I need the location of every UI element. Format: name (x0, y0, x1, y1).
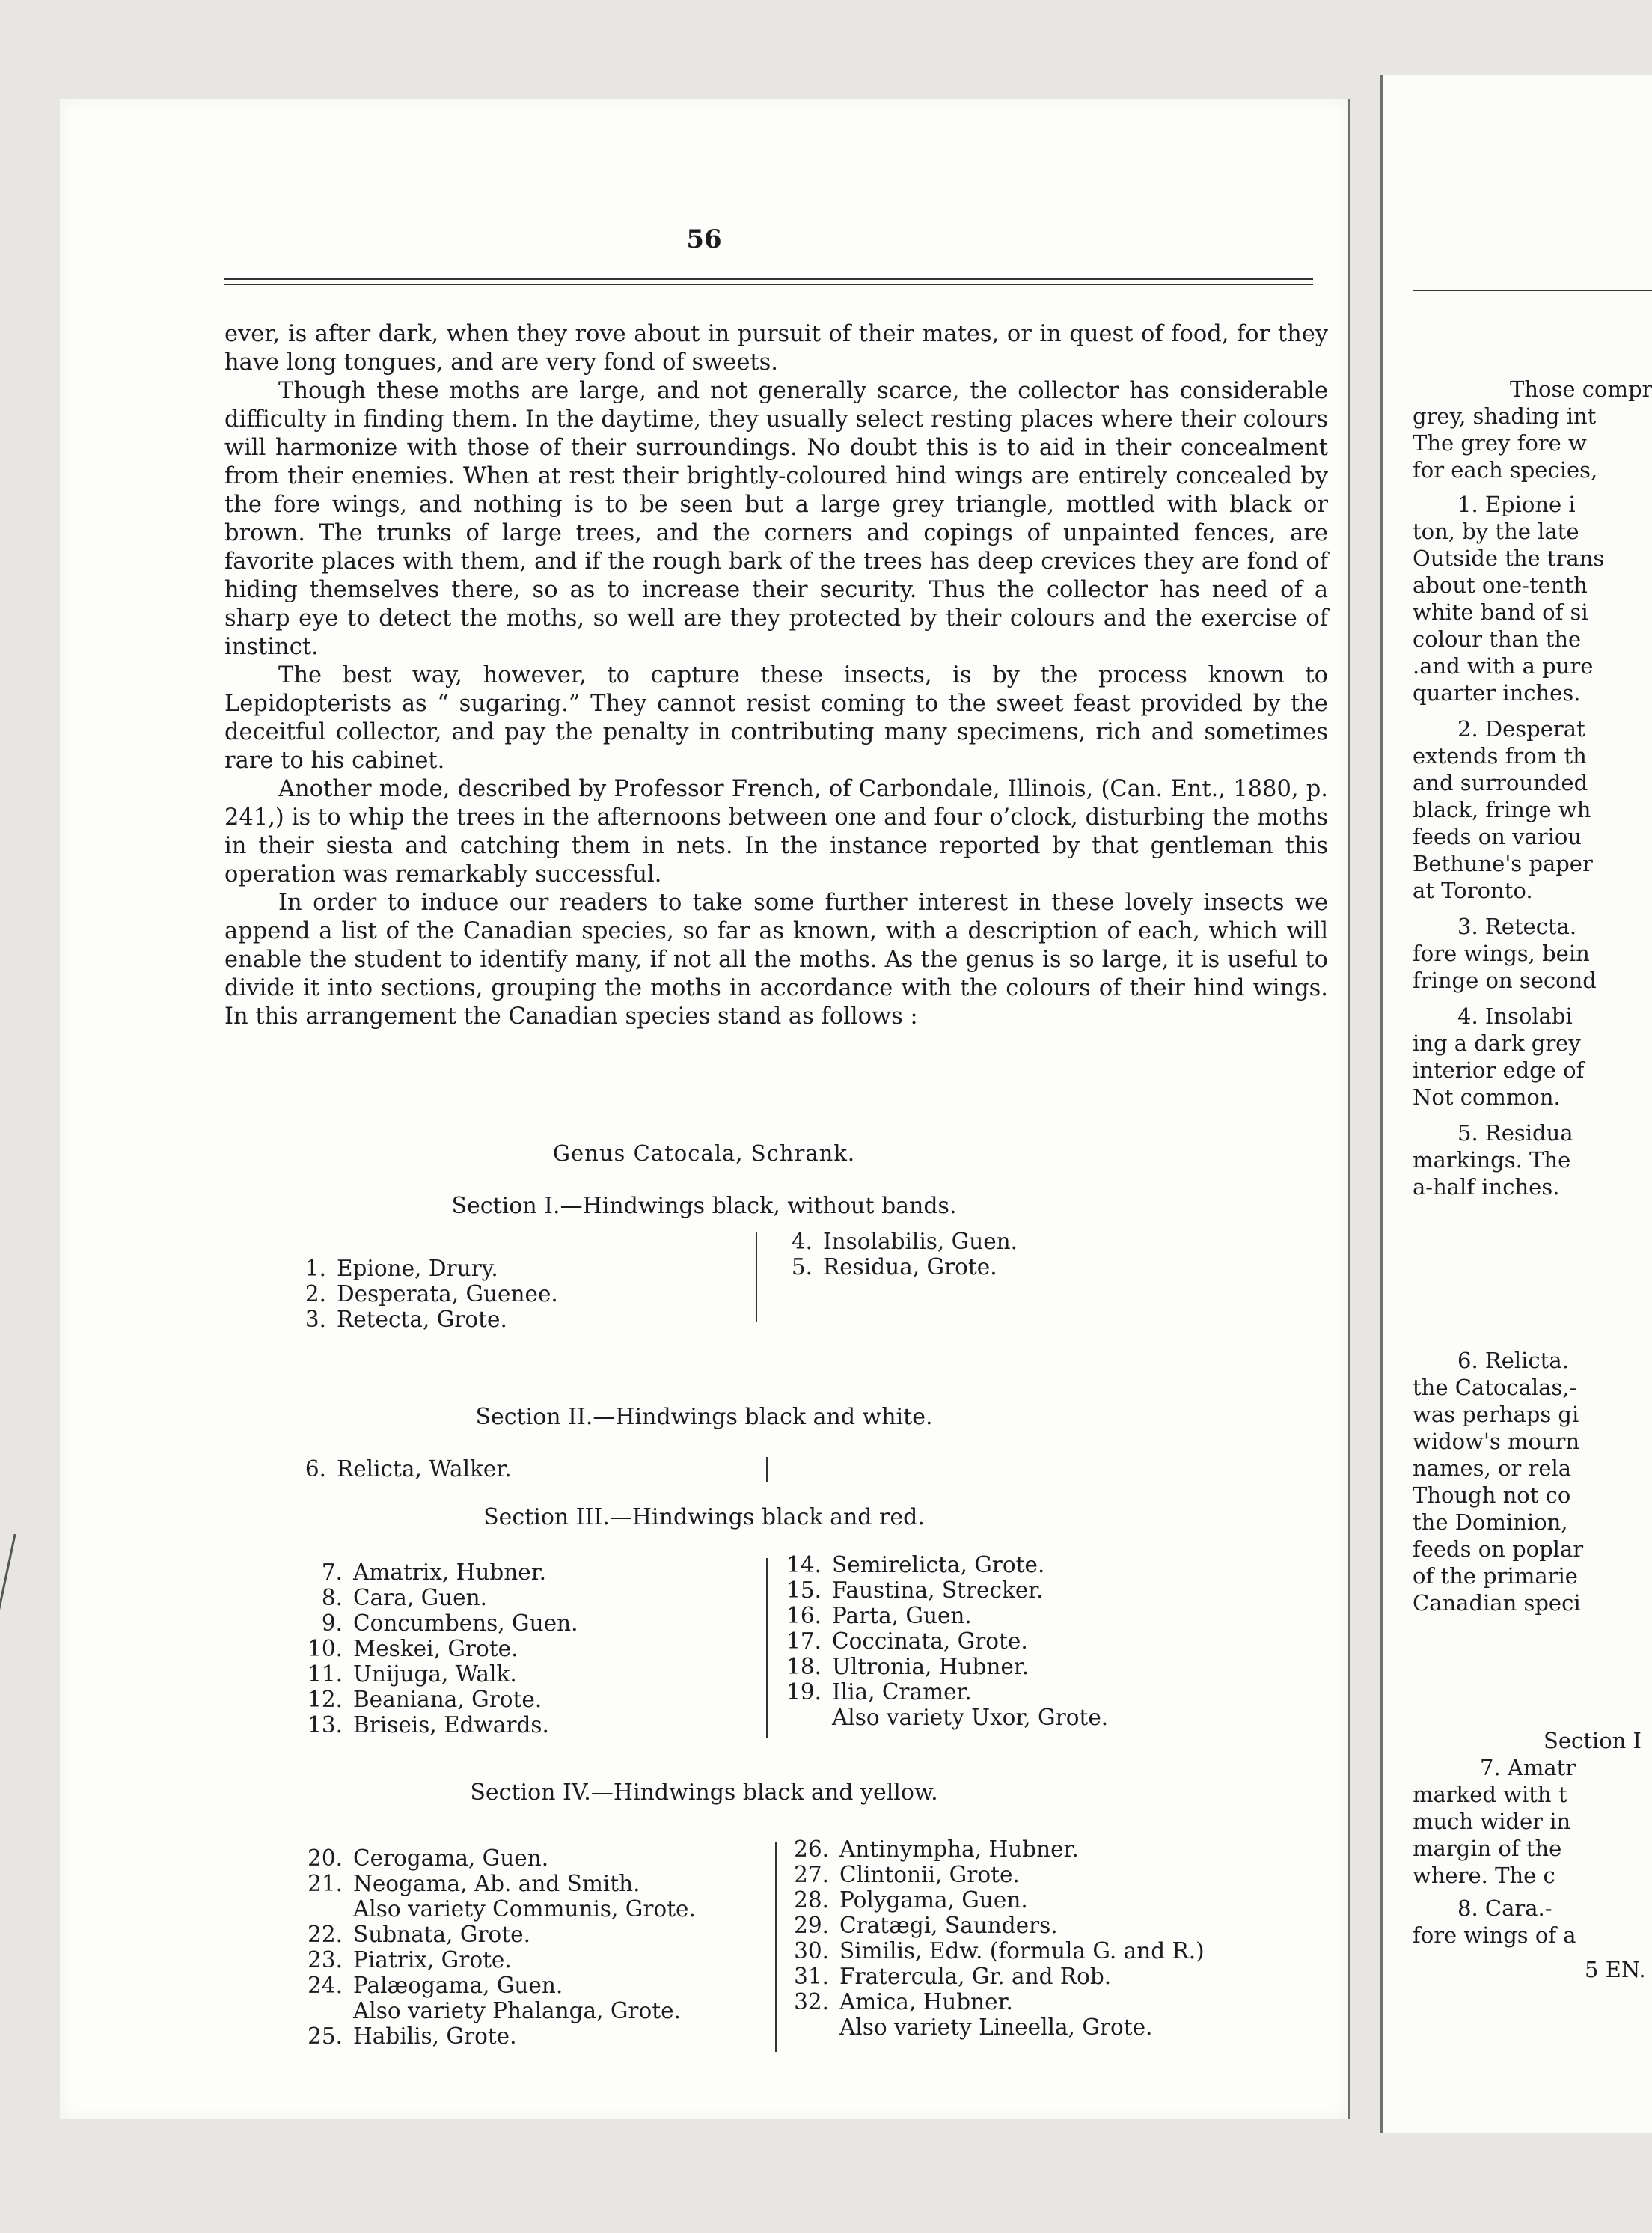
text-line: Not common. (1413, 1084, 1561, 1110)
species-entry: 2. Desperata, Guenee. (305, 1281, 558, 1307)
species-entry: 25. Habilis, Grote. (308, 2023, 517, 2049)
species-entry: 30. Similis, Edw. (formula G. and R.) (794, 1938, 1205, 1964)
species-variety: Also variety Communis, Grote. (353, 1896, 696, 1922)
text-line: much wider in (1413, 1809, 1571, 1834)
text-line: 3. Retecta. (1457, 914, 1577, 939)
species-entry: 23. Piatrix, Grote. (308, 1947, 512, 1973)
species-entry: 11. Unijuga, Walk. (308, 1661, 517, 1687)
species-entry: 8. Cara, Guen. (321, 1585, 488, 1610)
paragraph: ever, is after dark, when they rove about in pursuit of their mates, or in quest of food, for they have long tongues, and are very fond of sweets. (224, 321, 1328, 376)
text-line: 5. Residua (1457, 1120, 1573, 1146)
species-entry: 6. Relicta, Walker. (305, 1456, 512, 1482)
text-line: white band of si (1413, 599, 1588, 625)
species-list-left (284, 1456, 512, 1482)
text-line: feeds on variou (1413, 824, 1582, 849)
species-entry: 27. Clintonii, Grote. (794, 1862, 1020, 1887)
text-line: was perhaps gi (1413, 1402, 1579, 1427)
species-entry: 13. Briseis, Edwards. (308, 1712, 549, 1738)
header-rule (1413, 290, 1652, 291)
text-line: quarter inches. (1413, 680, 1581, 706)
species-entry: 18. Ultronia, Hubner. (786, 1654, 1030, 1679)
species-entry: 9. Concumbens, Guen. (321, 1610, 578, 1636)
text-line: the Dominion, (1413, 1509, 1568, 1535)
text-line: fore wings, bein (1413, 941, 1590, 966)
column-divider (766, 1558, 768, 1738)
text-line: Bethune's paper (1413, 851, 1593, 876)
text-line: the Catocalas,- (1413, 1375, 1577, 1400)
species-variety: Also variety Lineella, Grote. (839, 2014, 1153, 2040)
text-line: ton, by the late (1413, 519, 1579, 544)
species-entry: 10. Meskei, Grote. (308, 1636, 518, 1661)
species-entry: 3. Retecta, Grote. (305, 1307, 507, 1332)
species-entry: 29. Cratægi, Saunders. (794, 1913, 1058, 1938)
text-line: widow's mourn (1413, 1429, 1580, 1454)
species-entry: 26. Antinympha, Hubner. (794, 1836, 1079, 1862)
text-line: margin of the (1413, 1836, 1562, 1861)
section-title: Section III.—Hindwings black and red. (483, 1504, 925, 1530)
column-divider (766, 1457, 768, 1482)
species-list-left (284, 1256, 558, 1332)
species-list-left (301, 1845, 696, 2049)
text-line: interior edge of (1413, 1057, 1585, 1083)
text-line: Section I (1544, 1728, 1642, 1753)
text-line: at Toronto. (1413, 878, 1533, 903)
species-entry: 31. Fratercula, Gr. and Rob. (794, 1964, 1112, 1989)
text-line: Though not co (1413, 1482, 1571, 1508)
section-title: Section IV.—Hindwings black and yellow. (470, 1780, 938, 1806)
header-rule-top (224, 278, 1313, 280)
species-entry: 5. Residua, Grote. (791, 1254, 997, 1280)
text-line: about one-tenth (1413, 572, 1588, 598)
text-line: ing a dark grey (1413, 1030, 1581, 1056)
text-line: extends from th (1413, 743, 1587, 769)
species-entry: 4. Insolabilis, Guen. (791, 1229, 1018, 1254)
text-line: 4. Insolabi (1457, 1004, 1573, 1029)
section-title: Section II.—Hindwings black and white. (475, 1404, 933, 1430)
genus-heading: Genus Catocala, Schrank. (552, 1140, 856, 1166)
text-line: Outside the trans (1413, 546, 1605, 571)
paragraph: Though these moths are large, and not generally scarce, the collector has considerable difficulty in finding them. In the daytime, they usually select resting places where their colours will harmonize with those of their surroundings. No doubt this is to aid in their concealment from their enemies. When at rest their brightly-coloured hind wings are entirely concealed by the fore wings, and nothing is to be seen but a large grey triangle, mottled with black or brown. The trunks of large trees, and the corners and copings of unpainted fences, are favorite places with them, and if the rough bark of the trees has deep crevices they are fond of hiding themselves there, so as to increase their security. Thus the collector has need of a sharp eye to detect the moths, so well are they protected by their colours and the exercise of instinct. (224, 378, 1328, 660)
species-entry: 12. Beaniana, Grote. (308, 1687, 542, 1712)
page-number: 56 (686, 224, 722, 254)
species-entry: 21. Neogama, Ab. and Smith. (308, 1871, 640, 1896)
text-line: The grey fore w (1413, 430, 1587, 456)
species-entry: 22. Subnata, Grote. (308, 1922, 530, 1947)
text-line: 2. Desperat (1457, 716, 1585, 742)
species-entry: 19. Ilia, Cramer. (786, 1679, 972, 1705)
text-line: a-half inches. (1413, 1174, 1560, 1200)
text-line: marked with t (1413, 1782, 1567, 1807)
text-line: Canadian speci (1413, 1590, 1581, 1616)
column-divider (756, 1232, 757, 1322)
text-line: 7. Amatr (1480, 1755, 1576, 1780)
left-page (60, 99, 1350, 2119)
text-line: Those compr (1510, 376, 1652, 402)
species-entry: 1. Epione, Drury. (305, 1256, 498, 1281)
species-entry: 14. Semirelicta, Grote. (786, 1552, 1045, 1577)
column-divider (775, 1842, 777, 2052)
species-entry: 24. Palæogama, Guen. (308, 1973, 563, 1998)
signature-mark: 5 EN. (1585, 1957, 1646, 1982)
text-line: for each species, (1413, 457, 1598, 483)
species-list-right (787, 1836, 1205, 2040)
species-list-right (771, 1229, 1018, 1280)
species-entry: 16. Parta, Guen. (786, 1603, 972, 1628)
text-line: 6. Relicta. (1457, 1348, 1569, 1373)
text-line: fore wings of a (1413, 1922, 1576, 1948)
species-entry: 28. Polygama, Guen. (794, 1887, 1028, 1913)
species-list-left (301, 1560, 578, 1738)
species-entry: 7. Amatrix, Hubner. (321, 1560, 546, 1585)
text-line: colour than the (1413, 626, 1582, 652)
text-line: black, fringe wh (1413, 797, 1591, 822)
paragraph: The best way, however, to capture these insects, is by the process known to Lepidopterists as “ sugaring.” They cannot resist coming to the sweet feast provided by the deceitful collector, and pay the penalty in contributing many specimens, rich and sometimes rare to his cabinet. (224, 662, 1328, 774)
species-list-right (780, 1552, 1108, 1730)
species-entry: 15. Faustina, Strecker. (786, 1577, 1044, 1603)
right-page-partial (1380, 75, 1652, 2133)
species-variety: Also variety Phalanga, Grote. (353, 1998, 681, 2023)
text-line: feeds on poplar (1413, 1536, 1584, 1562)
species-entry: 17. Coccinata, Grote. (786, 1628, 1028, 1654)
text-line: .and with a pure (1413, 653, 1594, 679)
section-title: Section I.—Hindwings black, without bands. (451, 1193, 957, 1219)
body-text (224, 320, 1328, 1031)
text-line: 8. Cara.- (1457, 1896, 1552, 1921)
paragraph: Another mode, described by Professor French, of Carbondale, Illinois, (Can. Ent., 1880, p. 241,) is to whip the trees in the afternoons between one and four o’clock, disturbing the moths in their siesta and catching them in nets. In the instance reported by that gentleman this operation was remarkably successful. (224, 776, 1328, 888)
scan-edge-artifact (0, 1534, 25, 1624)
text-line: of the primarie (1413, 1563, 1578, 1589)
text-line: names, or rela (1413, 1455, 1572, 1481)
species-entry: 32. Amica, Hubner. (794, 1989, 1013, 2014)
text-line: fringe on second (1413, 968, 1597, 993)
species-entry: 20. Cerogama, Guen. (308, 1845, 549, 1871)
text-line: markings. The (1413, 1147, 1571, 1173)
species-variety: Also variety Uxor, Grote. (832, 1705, 1109, 1730)
header-rule-bottom (224, 284, 1313, 285)
paragraph: In order to induce our readers to take some further interest in these lovely insects we append a list of the Canadian species, so far as known, with a description of each, which will enable the student to identify many, if not all the moths. As the genus is so large, it is useful to divide it into sections, grouping the moths in accordance with the colours of their hind wings. In this arrangement the Canadian species stand as follows : (224, 890, 1328, 1030)
text-line: 1. Epione i (1457, 492, 1576, 517)
text-line: and surrounded (1413, 770, 1588, 795)
text-line: grey, shading int (1413, 403, 1597, 429)
text-line: where. The c (1413, 1863, 1555, 1888)
